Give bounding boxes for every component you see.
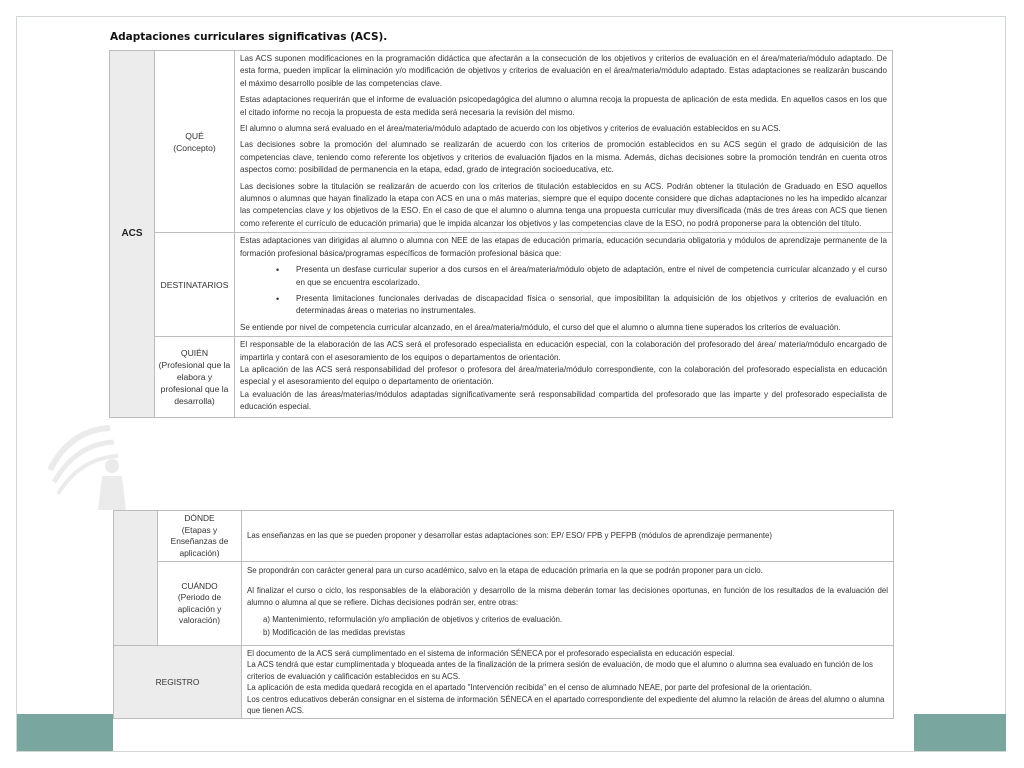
cell-registro-content [242, 646, 894, 719]
row-que [110, 51, 893, 233]
que-paragraph: Las ACS suponen modificaciones en la programación didáctica que afectarán a la consecución de los objetivos y criterios de evaluación en el área/materia/módulo adaptado. De esta forma, pueden implicar la eliminación y/o modificación de objetivos y criterios de evaluación en el área/materia/módulo adaptado. Estas adaptaciones se realizarán buscando el máximo desarrollo posible de las competencias clave. [240, 54, 887, 88]
cuando-subtitle: (Periodo de aplicación y valoración) [177, 592, 222, 626]
row-donde [114, 511, 894, 562]
row-destinatarios [110, 233, 893, 337]
que-paragraph: Las decisiones sobre la promoción del alumnado se realizarán de acuerdo con los criterios de promoción establecidos en su ACS según el grado de adquisición de las competencias clave, teniendo como referente los objetivos y criterios de evaluación fijados en la misma. Además, dichas decisiones sobre la promoción tendrán en cuenta otros aspectos como: posibilidad de permanencia en la etapa, edad, grado de integración socioeducativa, etc. [240, 140, 887, 175]
registro-line: La aplicación de esta medida quedará recogida en el apartado "Intervención recibida" en el censo de alumnado NEAE, por parte del profesional de la orientación. [247, 683, 812, 693]
acs-table [109, 50, 893, 418]
donde-title: DÓNDE [184, 513, 215, 523]
cuando-p1: Se propondrán con carácter general para un curso académico, salvo en la etapa de educación primaria en la que se podrán proponer para un ciclo. [247, 566, 763, 575]
que-paragraph: Las decisiones sobre la titulación se realizarán de acuerdo con los criterios de titulación establecidos en su ACS. Podrán obtener la titulación de Graduado en ESO aquellos alumnos o alumnas que hayan finalizado la etapa con ACS en una o más materias, siempre que el equipo docente considere que dichas adaptaciones no les ha impedido alcanzar las competencias clave y los objetivos de la ESO. En el caso de que el alumno o alumna tenga una propuesta curricular muy diversificada (más de tres áreas con ACS que tienen como referente el currículo de educación primaria) que le impida alcanzar los objetivos y las competencias clave de la ESO, no podrá proponerse para la obtención del título. [240, 181, 887, 228]
cell-que-content [235, 51, 893, 233]
row-cuando [114, 562, 894, 646]
registro-line: El documento de la ACS será cumplimentado en el sistema de información SÉNECA por el profesorado especialista en educación especial. [247, 649, 735, 659]
footer-accent-right [914, 714, 1006, 751]
quien-subtitle: (Profesional que la elabora y profesional que la desarrolla) [158, 359, 231, 406]
acs-row-label: ACS [110, 51, 155, 418]
quien-paragraph: El responsable de la elaboración de las ACS será el profesorado especialista en educación especial, con la colaboración del profesorado del área/ materia/módulo encargado de impartirla y contará con el asesoramiento de los equipos o departamentos de orientación. [240, 340, 887, 362]
cell-que-label [155, 51, 235, 233]
cell-destinatarios-label: DESTINATARIOS [155, 233, 235, 337]
que-title: QUÉ [185, 130, 204, 141]
document-title: Adaptaciones curriculares significativas (ACS). [110, 31, 388, 43]
list-item: a) Mantenimiento, reformulación y/o ampliación de objetivos y criterios de evaluación. [263, 615, 563, 625]
list-item: • Presenta limitaciones funcionales derivadas de discapacidad física o sensorial, que imposibilitan la adquisición de los objetivos y criterios de evaluación en determinadas áreas o materias no instrumentales. [276, 293, 887, 318]
cell-cuando-label [158, 562, 242, 646]
destinatarios-intro: Estas adaptaciones van dirigidas al alumno o alumna con NEE de las etapas de educación primaria, educación secundaria obligatoria y módulos de aprendizaje permanente de la formación profesional básica/programas específicos de formación profesional básica que: [240, 236, 887, 258]
cell-registro-label: REGISTRO [114, 646, 242, 719]
quien-paragraph: La evaluación de las áreas/materias/módulos adaptadas significativamente será responsabilidad compartida del profesorado que las imparte y del profesorado especialista de educación especial. [240, 389, 887, 412]
bottom-table [113, 510, 894, 719]
cuando-options-list [247, 614, 888, 638]
watermark-logo-icon [40, 410, 160, 520]
destinatarios-outro: Se entiende por nivel de competencia curricular alcanzado, en el área/materia/módulo, el curso del que el alumno o alumna tiene superados los criterios de evaluación. [240, 322, 841, 332]
cell-donde-content: Las enseñanzas en las que se pueden proponer y desarrollar estas adaptaciones son: EP/ ESO/ FPB y PEFPB (módulos de aprendizaje permanente) [242, 511, 894, 562]
cell-destinatarios-content [235, 233, 893, 337]
cuando-p2: Al finalizar el curso o ciclo, los responsables de la elaboración y desarrollo de la misma deberán tomar las decisiones oportunas, en función de los resultados de la evaluación del alumno o alumna al que se refiere. Dichas decisiones podrán ser, entre otras: [247, 586, 888, 607]
cell-cuando-content [242, 562, 894, 646]
row-quien [110, 337, 893, 417]
registro-line: Los centros educativos deberán consignar en el sistema de información SÉNECA en el apartado correspondiente del expediente del alumno la relación de áreas del alumno o alumna que tienen ACS. [247, 694, 885, 716]
quien-title: QUIÉN [180, 347, 209, 358]
list-item: b) Modificación de las medidas previstas [263, 627, 406, 637]
cell-donde-label [158, 511, 242, 562]
cell-quien-content [235, 337, 893, 417]
list-item: • Presenta un desfase curricular superior a dos cursos en el área/materia/módulo objeto de adaptación, entre el nivel de competencia curricular alcanzado y el curso en que se encuentra escolarizado. [276, 264, 887, 289]
donde-subtitle: (Etapas y Enseñanzas de aplicación) [170, 524, 229, 558]
que-paragraph: El alumno o alumna será evaluado en el área/materia/módulo adaptado de acuerdo con los objetivos y criterios de evaluación establecidos en su ACS. [240, 124, 781, 134]
destinatarios-bullet-list [240, 264, 887, 318]
cell-quien-label [155, 337, 235, 417]
que-subtitle: (Concepto) [173, 142, 216, 153]
registro-line: La ACS tendrá que estar cumplimentada y bloqueada antes de la finalización de la primera sesión de evaluación, de modo que el alumno o alumna sea evaluado en función de los criterios de evaluación y calificación establecidos en su ACS. [247, 660, 873, 681]
row-registro [114, 646, 894, 719]
quien-paragraph: La aplicación de las ACS será responsabilidad del profesor o profesora del área/materia/módulo correspondiente, con la colaboración del profesorado especialista en educación especial y el asesoramiento del equipo o departamento de orientación. [240, 364, 887, 387]
que-paragraph: Estas adaptaciones requerirán que el informe de evaluación psicopedagógica del alumno o alumna recoja la propuesta de aplicación de esta medida. En aquellos casos en los que el citado informe no recoja la propuesta de esta medida será necesaria la revisión del mismo. [240, 95, 887, 117]
cuando-title: CUÁNDO [181, 580, 218, 591]
spacer-cell [114, 511, 158, 646]
footer-accent-left [17, 714, 113, 751]
